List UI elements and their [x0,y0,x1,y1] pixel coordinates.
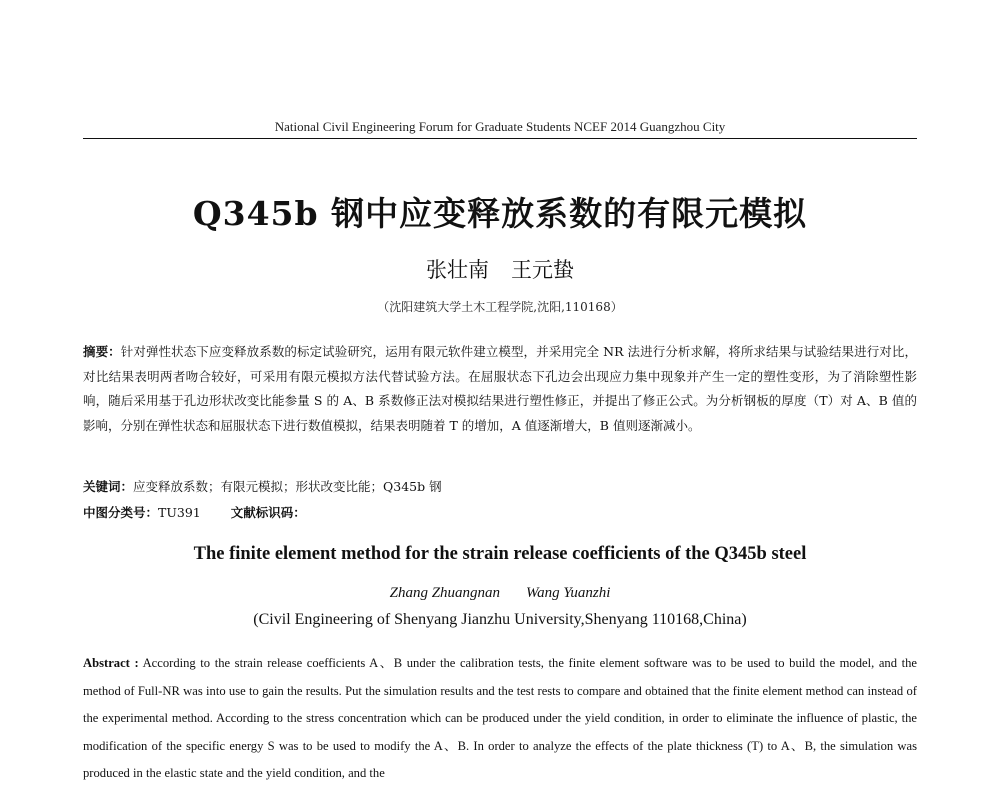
abstract-cn [83,340,917,438]
doc-code-label: 文献标识码： [230,505,306,520]
author-cn-2: 王元蛰 [511,258,574,282]
authors-en [0,585,1000,602]
abstract-cn-label: 摘要： [83,344,121,359]
affiliation-cn: （沈阳建筑大学土木工程学院,沈阳,110168） [377,300,623,314]
paper-title-cn: Q345b 钢中应变释放系数的有限元模拟 [192,194,808,233]
keywords-cn [83,477,917,495]
author-cn-1: 张壮南 [426,258,489,282]
keywords-cn-label: 关键词： [83,479,134,494]
abstract-en-text: According to the strain release coefficients A、B under the calibration tests, the finite element software was to be used to build the model, and the method of Full-NR was into use to gain the results. Put the simulation results and the test rests to compare and obtained that the finite element method can instead of the experimental method. According to the stress concentration which can be produced under the yield condition, in order to eliminate the influence of plastic, the modification of the specific energy S was to be used to modify the A、B. In order to analyze the effects of the plate thickness (T) to A、B, the simulation was produced in the elastic state and the yield condition, and the [83,656,917,780]
paper-title-en: The finite element method for the strain release coefficients of the Q345b steel [193,544,807,564]
author-en-2: Wang Yuanzhi [526,585,611,601]
class-label: 中图分类号： [83,505,159,520]
author-en-1: Zhang Zhuangnan [389,585,501,601]
header-rule [83,138,917,139]
classification-cn [83,503,917,521]
affiliation-en: (Civil Engineering of Shenyang Jianzhu University,Shenyang 110168,China) [253,611,747,628]
abstract-en [83,650,917,788]
running-head: National Civil Engineering Forum for Graduate Students NCEF 2014 Guangzhou City [274,119,726,134]
abstract-en-label: Abstract : [83,656,139,670]
abstract-cn-text: 针对弹性状态下应变释放系数的标定试验研究，运用有限元软件建立模型，并采用完全 NR 法进行分析求解，将所求结果与试验结果进行对比，对比结果表明两者吻合较好，可采用有限元模拟方法代替试验方法。在屈服状态下孔边会出现应力集中现象并产生一定的塑性变形，为了消除塑性影响，随后采用基于孔边形状改变比能参量 S 的 A、B 系数修正法对模拟结果进行塑性修正，并提出了修正公式。为分析钢板的厚度（T）对 A、B 值的影响，分别在弹性状态和屈服状态下进行数值模拟，结果表明随着 T 的增加，A 值逐渐增大，B 值则逐渐减小。 [83,344,917,433]
keywords-cn-text: 应变释放系数；有限元模拟；形状改变比能；Q345b 钢 [133,479,442,494]
class-value: TU391 [158,505,201,520]
authors-cn [0,254,1000,284]
